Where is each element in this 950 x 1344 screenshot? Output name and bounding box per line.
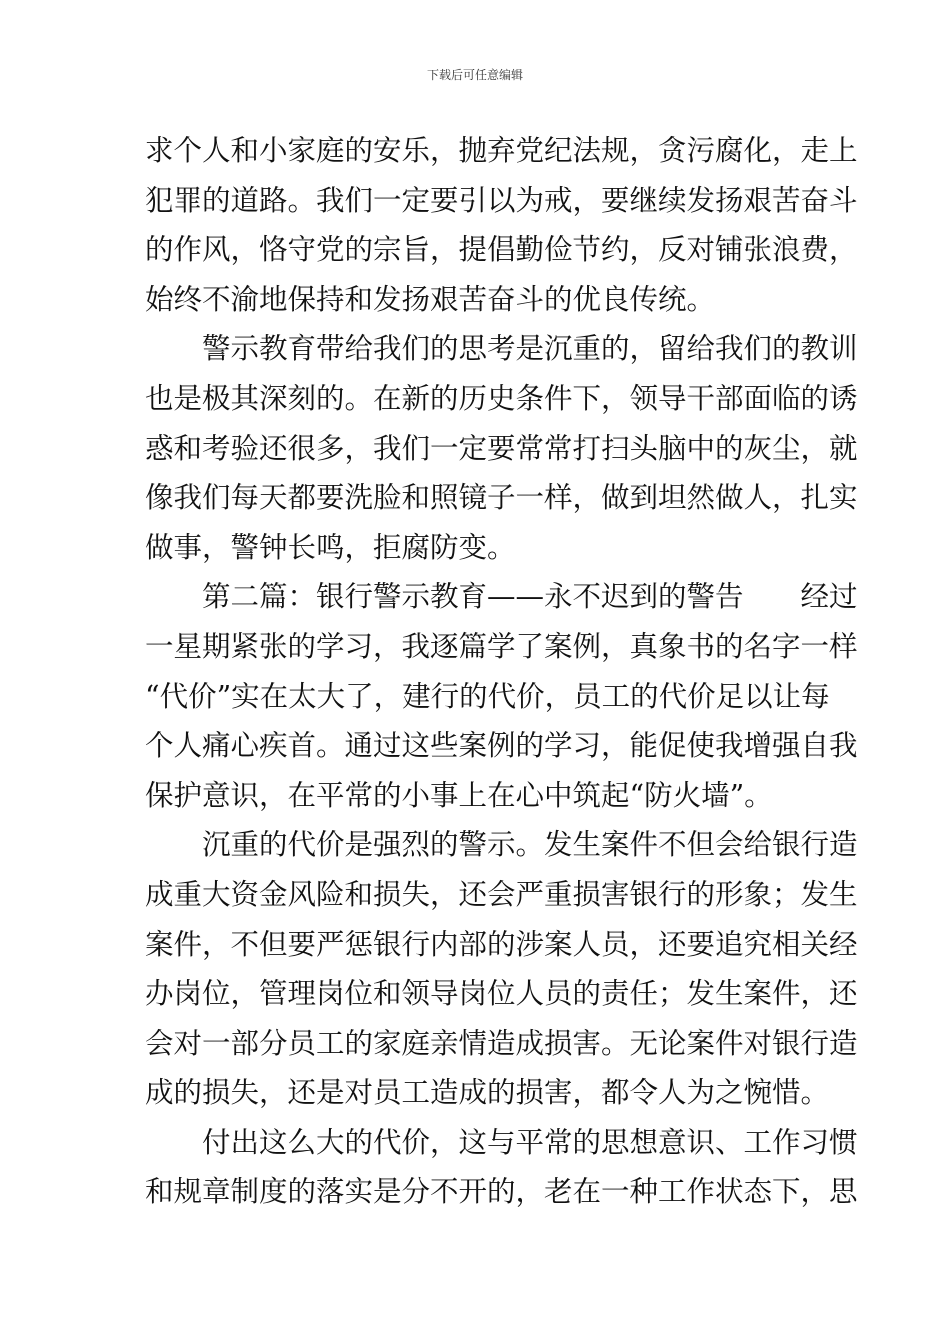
text-line: 做事，警钟长鸣，拒腐防变。 bbox=[145, 530, 516, 564]
text-line: 第二篇：银行警示教育——永不迟到的警告 经过 bbox=[202, 580, 858, 614]
text-line: 警示教育带给我们的思考是沉重的，留给我们的教训 bbox=[202, 332, 858, 366]
text-line: 也是极其深刻的。在新的历史条件下，领导干部面临的诱 bbox=[145, 381, 858, 415]
text-line: 成重大资金风险和损失，还会严重损害银行的形象；发生 bbox=[145, 877, 858, 911]
text-line: 会对一部分员工的家庭亲情造成损害。无论案件对银行造 bbox=[145, 1026, 858, 1060]
text-line: 个人痛心疾首。通过这些案例的学习，能促使我增强自我 bbox=[145, 729, 858, 763]
text-line: 始终不渝地保持和发扬艰苦奋斗的优良传统。 bbox=[145, 282, 716, 316]
text-line: 案件，不但要严惩银行内部的涉案人员，还要追究相关经 bbox=[145, 927, 858, 961]
text-line: 求个人和小家庭的安乐，抛弃党纪法规，贪污腐化，走上 bbox=[145, 134, 858, 167]
text-line: 的作风，恪守党的宗旨，提倡勤俭节约，反对铺张浪费， bbox=[145, 233, 858, 267]
document-body bbox=[145, 126, 858, 1217]
text-line: 办岗位，管理岗位和领导岗位人员的责任；发生案件，还 bbox=[145, 977, 858, 1011]
text-line: “代价”实在太大了，建行的代价，员工的代价足以让每 bbox=[145, 679, 830, 713]
text-line: 沉重的代价是强烈的警示。发生案件不但会给银行造 bbox=[202, 828, 858, 862]
text-line: 犯罪的道路。我们一定要引以为戒，要继续发扬艰苦奋斗 bbox=[145, 183, 858, 217]
text-line: 付出这么大的代价，这与平常的思想意识、工作习惯 bbox=[202, 1125, 858, 1159]
text-line: 和规章制度的落实是分不开的，老在一种工作状态下，思 bbox=[145, 1175, 858, 1209]
text-line: 一星期紧张的学习，我逐篇学了案例，真象书的名字一样 bbox=[145, 629, 858, 663]
text-line: 成的损失，还是对员工造成的损害，都令人为之惋惜。 bbox=[145, 1076, 830, 1110]
page-header: 下载后可任意编辑 bbox=[426, 68, 523, 82]
text-line: 惑和考验还很多，我们一定要常常打扫头脑中的灰尘，就 bbox=[145, 431, 858, 465]
text-line: 保护意识，在平常的小事上在心中筑起“防火墙”。 bbox=[145, 778, 773, 812]
text-line: 像我们每天都要洗脸和照镜子一样，做到坦然做人，扎实 bbox=[145, 481, 858, 515]
